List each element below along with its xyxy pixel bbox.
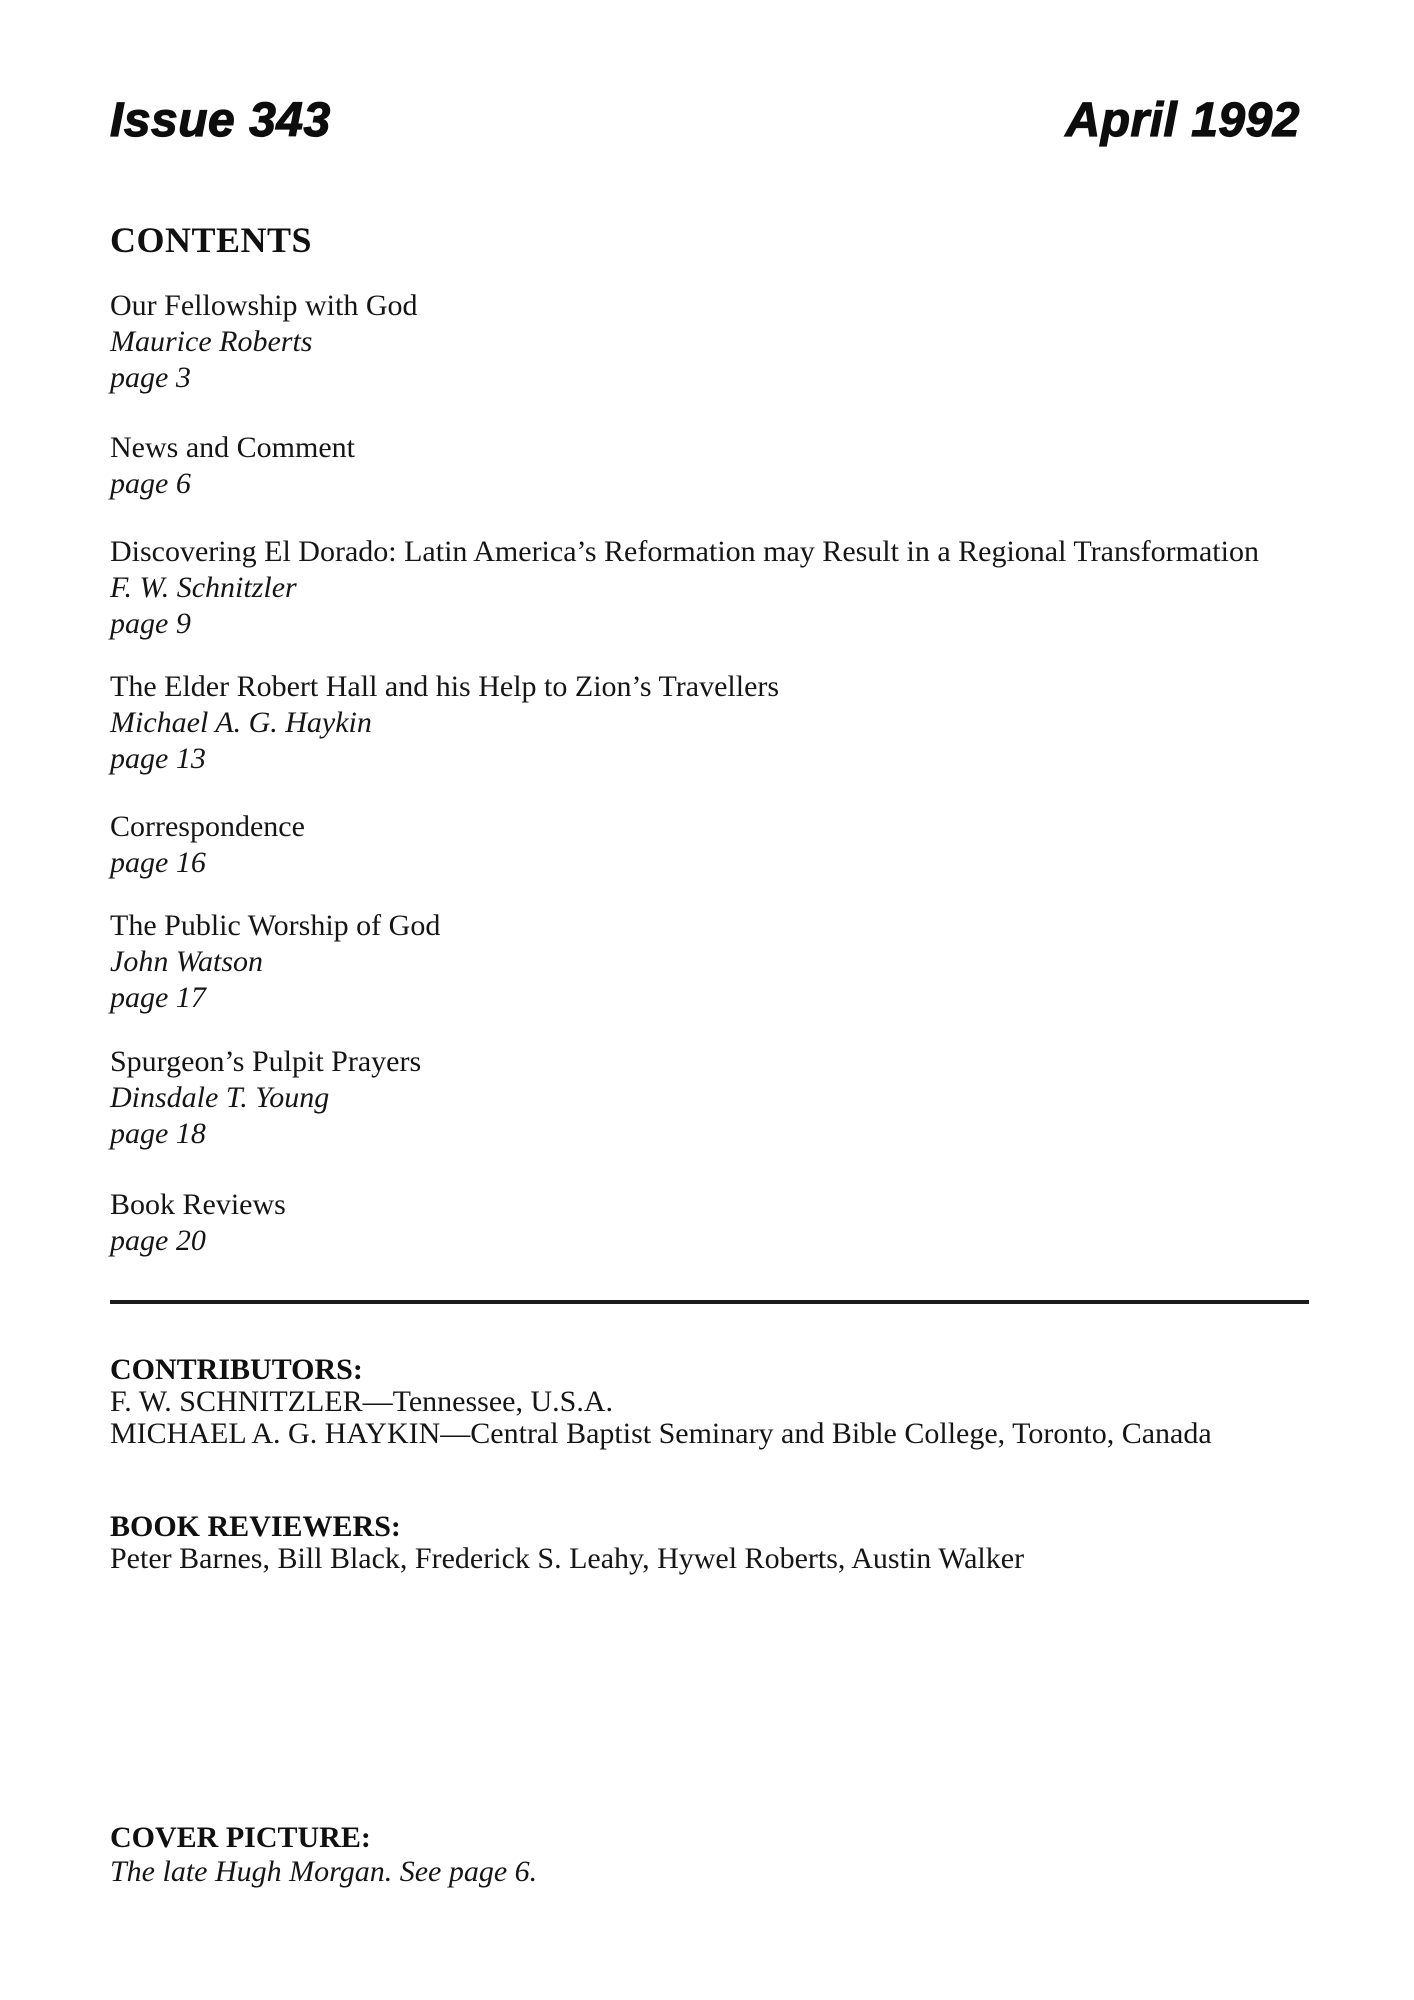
contributors-heading: CONTRIBUTORS: — [110, 1353, 363, 1386]
toc-entry-title: Discovering El Dorado: Latin America’s Reformation may Result in a Regional Transformation — [110, 535, 1259, 568]
book-reviewers-section — [110, 1511, 1314, 1575]
contributors-section — [110, 1354, 1314, 1450]
toc-entry-title: The Elder Robert Hall and his Help to Zion’s Travellers — [110, 670, 780, 703]
masthead — [110, 94, 1300, 148]
cover-picture-heading: COVER PICTURE: — [110, 1821, 371, 1854]
toc-entry-title: Our Fellowship with God — [110, 289, 418, 322]
toc-entry — [110, 1044, 1314, 1152]
toc-entry — [110, 430, 1314, 502]
toc-entry-page: page 20 — [110, 1224, 206, 1257]
divider-rule — [110, 1300, 1309, 1304]
toc-entry-author: John Watson — [110, 945, 264, 978]
toc-entry-page: page 6 — [110, 467, 191, 500]
toc-entry-author: Dinsdale T. Young — [110, 1081, 330, 1114]
toc-entry — [110, 288, 1314, 396]
toc-entry-title: The Public Worship of God — [110, 909, 441, 942]
toc-entry-author: Maurice Roberts — [110, 325, 313, 358]
toc-entry-title: Correspondence — [110, 810, 305, 843]
toc-entry — [110, 669, 1314, 777]
toc-entry-page: page 13 — [110, 742, 206, 775]
toc-entry-page: page 16 — [110, 846, 206, 879]
toc-entry — [110, 809, 1314, 881]
book-reviewers-line: Peter Barnes, Bill Black, Frederick S. Leahy, Hywel Roberts, Austin Walker — [110, 1542, 1025, 1575]
toc-entry — [110, 908, 1314, 1016]
book-reviewers-heading: BOOK REVIEWERS: — [110, 1510, 401, 1543]
toc-entry-page: page 3 — [110, 361, 191, 394]
issue-number: Issue 343 — [110, 94, 331, 147]
toc-entry-author: Michael A. G. Haykin — [110, 706, 372, 739]
toc-entry-author: F. W. Schnitzler — [110, 571, 297, 604]
issue-date: April 1992 — [1065, 94, 1300, 147]
toc-entry — [110, 1187, 1314, 1259]
cover-picture-caption: The late Hugh Morgan. See page 6. — [110, 1855, 538, 1888]
toc-entry-page: page 9 — [110, 607, 191, 640]
contributor-line: MICHAEL A. G. HAYKIN—Central Baptist Seminary and Bible College, Toronto, Canada — [110, 1417, 1212, 1450]
toc-entry — [110, 534, 1314, 642]
cover-picture-section — [110, 1821, 1314, 1889]
toc-entry-title: News and Comment — [110, 431, 355, 464]
toc-entry-page: page 17 — [110, 981, 206, 1014]
contents-heading: CONTENTS — [110, 220, 313, 260]
contributor-line: F. W. SCHNITZLER—Tennessee, U.S.A. — [110, 1385, 613, 1418]
toc-entry-title: Spurgeon’s Pulpit Prayers — [110, 1045, 422, 1078]
toc-entry-page: page 18 — [110, 1117, 206, 1150]
toc-entry-title: Book Reviews — [110, 1188, 286, 1221]
